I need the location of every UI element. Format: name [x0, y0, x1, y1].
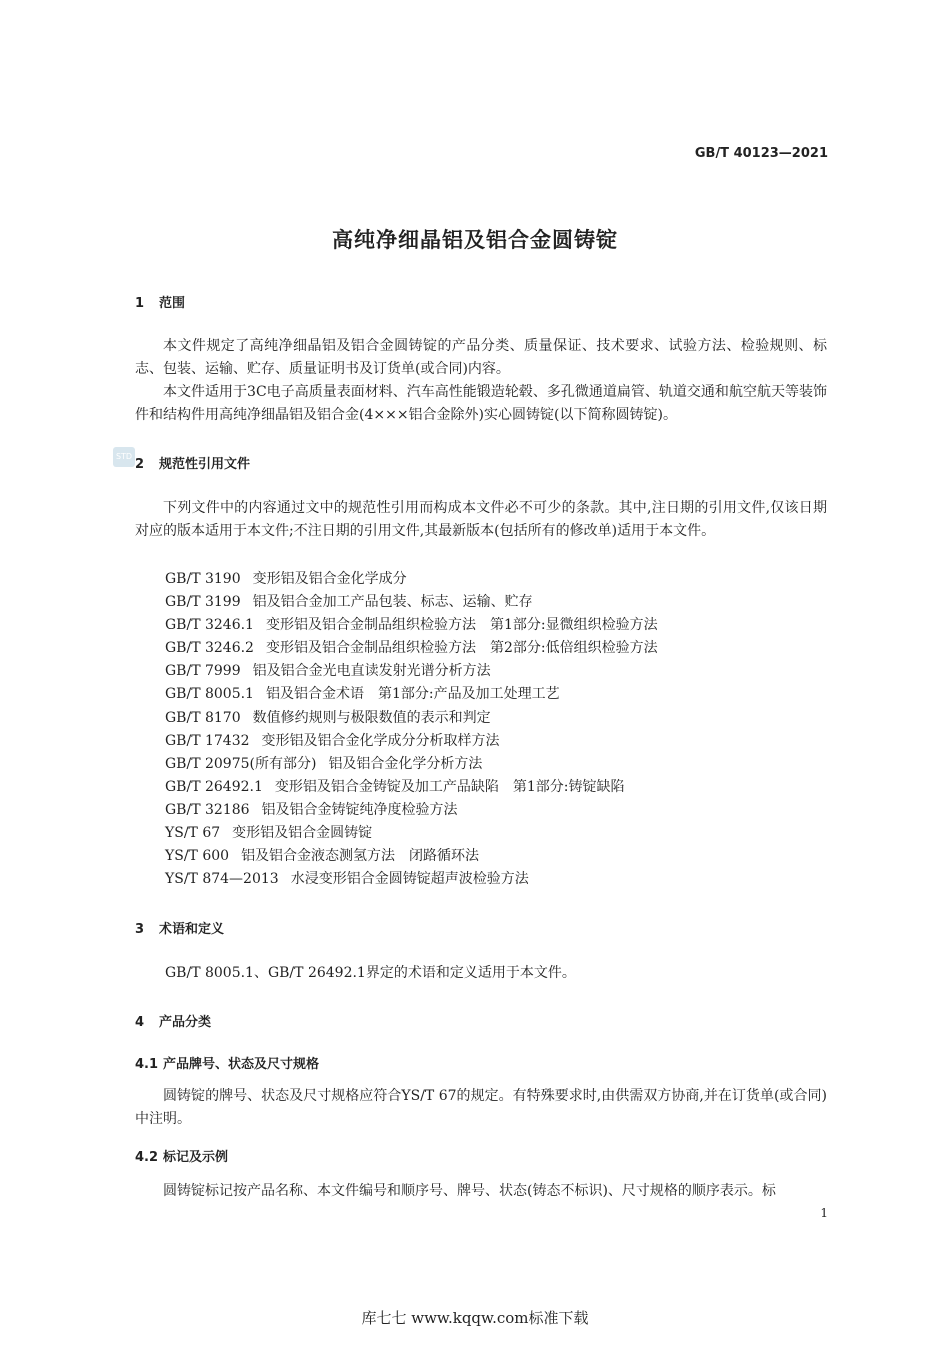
page-number: 1: [820, 1206, 828, 1220]
reference-title: 变形铝及铝合金铸锭及加工产品缺陷 第1部分:铸锭缺陷: [274, 778, 625, 795]
reference-item: [165, 660, 658, 683]
section-title: 范围: [159, 296, 186, 311]
reference-item: [165, 776, 658, 799]
reference-title: 变形铝及铝合金制品组织检验方法 第2部分:低倍组织检验方法: [265, 640, 658, 657]
reference-code: GB/T 32186: [165, 801, 250, 818]
section-1-heading: [135, 292, 185, 311]
reference-title: 变形铝及铝合金化学成分分析取样方法: [261, 732, 500, 749]
reference-code: GB/T 8005.1: [165, 686, 254, 703]
reference-item: [165, 799, 658, 822]
subsection-4-2-heading: [135, 1146, 228, 1165]
subsection-number: 4.2: [135, 1150, 159, 1165]
reference-code: GB/T 3199: [165, 594, 241, 611]
section-3-heading: [135, 918, 224, 937]
section-title: 术语和定义: [159, 922, 225, 937]
section-number: 2: [135, 457, 145, 472]
reference-item: [165, 822, 658, 845]
section-number: 3: [135, 922, 145, 937]
reference-item: [165, 730, 658, 753]
subsection-title: 标记及示例: [163, 1150, 229, 1165]
reference-code: GB/T 26492.1: [165, 778, 263, 795]
reference-code: YS/T 600: [165, 848, 230, 865]
subsection-number: 4.1: [135, 1057, 159, 1072]
reference-item: [165, 568, 658, 591]
standard-code: GB/T 40123—2021: [694, 146, 828, 161]
subsection-4-1-heading: [135, 1053, 319, 1072]
reference-code: GB/T 17432: [165, 732, 250, 749]
reference-code: YS/T 874—2013: [165, 871, 279, 888]
section-title: 规范性引用文件: [159, 457, 251, 472]
section-number: 1: [135, 296, 145, 311]
reference-list: [165, 568, 658, 891]
section-title: 产品分类: [159, 1015, 212, 1030]
section-1-paragraph-2: 本文件适用于3C电子高质量表面材料、汽车高性能锻造轮毂、多孔微通道扁管、轨道交通和航空航天等装饰件和结构件用高纯净细晶铝及铝合金(4×××铝合金除外)实心圆铸锭(以下简称圆铸锭)。: [135, 384, 827, 423]
reference-title: 铝及铝合金加工产品包装、标志、运输、贮存: [252, 594, 533, 611]
subsection-4-2-text: 圆铸锭标记按产品名称、本文件编号和顺序号、牌号、状态(铸态不标识)、尺寸规格的顺序表示。标: [163, 1183, 776, 1199]
reference-item: [165, 868, 658, 891]
subsection-4-1-text: 圆铸锭的牌号、状态及尺寸规格应符合YS/T 67的规定。有特殊要求时,由供需双方协商,并在订货单(或合同)中注明。: [135, 1088, 827, 1127]
reference-code: GB/T 20975(所有部分): [165, 755, 317, 772]
section-1-paragraph-1: 本文件规定了高纯净细晶铝及铝合金圆铸锭的产品分类、质量保证、技术要求、试验方法、检验规则、标志、包装、运输、贮存、质量证明书及订货单(或合同)内容。: [135, 338, 827, 377]
section-3-text: GB/T 8005.1、GB/T 26492.1界定的术语和定义适用于本文件。: [165, 965, 576, 981]
section-2-intro: 下列文件中的内容通过文中的规范性引用而构成本文件必不可少的条款。其中,注日期的引用文件,仅该日期对应的版本适用于本文件;不注日期的引用文件,其最新版本(包括所有的修改单)适用于本文件。: [135, 500, 827, 539]
section-2-heading: [135, 453, 250, 472]
section-4-heading: [135, 1011, 211, 1030]
watermark-logo: STD: [113, 447, 135, 467]
reference-item: [165, 637, 658, 660]
reference-title: 铝及铝合金铸锭纯净度检验方法: [261, 801, 458, 818]
reference-code: GB/T 8170: [165, 709, 241, 726]
reference-title: 数值修约规则与极限数值的表示和判定: [252, 709, 491, 726]
footer-text: 库七七 www.kqqw.com标准下载: [361, 1309, 589, 1327]
reference-item: [165, 683, 658, 706]
reference-code: GB/T 3190: [165, 571, 241, 587]
reference-title: 铝及铝合金术语 第1部分:产品及加工处理工艺: [265, 686, 560, 703]
reference-item: [165, 707, 658, 730]
reference-title: 铝及铝合金化学分析方法: [328, 755, 483, 772]
reference-code: GB/T 3246.1: [165, 617, 254, 634]
subsection-title: 产品牌号、状态及尺寸规格: [163, 1057, 320, 1072]
reference-title: 变形铝及铝合金制品组织检验方法 第1部分:显微组织检验方法: [265, 617, 658, 634]
reference-title: 变形铝及铝合金化学成分: [252, 571, 407, 587]
reference-item: [165, 614, 658, 637]
reference-item: [165, 845, 658, 868]
reference-code: YS/T 67: [165, 825, 221, 842]
reference-title: 铝及铝合金液态测氢方法 闭路循环法: [241, 848, 480, 865]
document-title: 高纯净细晶铝及铝合金圆铸锭: [332, 228, 618, 252]
reference-code: GB/T 3246.2: [165, 640, 254, 657]
reference-item: [165, 753, 658, 776]
reference-title: 铝及铝合金光电直读发射光谱分析方法: [252, 663, 491, 680]
reference-title: 水浸变形铝合金圆铸锭超声波检验方法: [290, 871, 529, 888]
reference-item: [165, 591, 658, 614]
reference-title: 变形铝及铝合金圆铸锭: [232, 825, 373, 842]
section-number: 4: [135, 1015, 145, 1030]
reference-code: GB/T 7999: [165, 663, 241, 680]
